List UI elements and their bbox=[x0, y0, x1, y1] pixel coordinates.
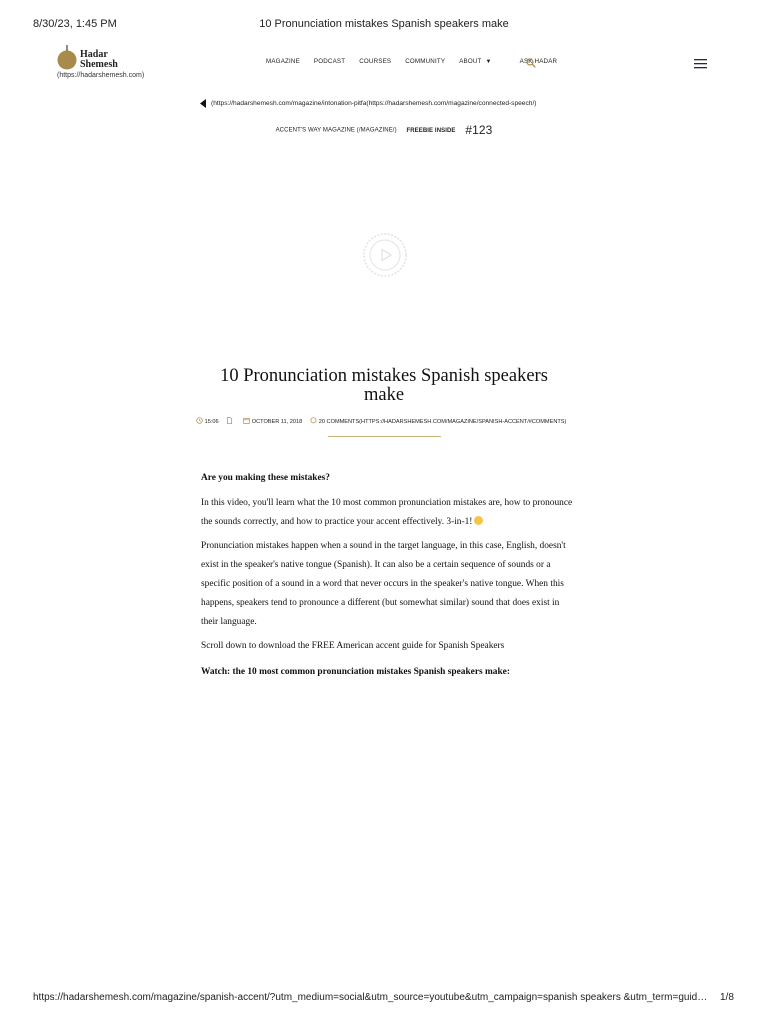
paragraph-download-cta: Scroll down to download the FREE American accent guide for Spanish Speakers bbox=[201, 641, 505, 651]
prev-next-text: (https://hadarshemesh.com/magazine/intonation-pitfa(https://hadarshemesh.com/magazine/connected-speech/) bbox=[211, 100, 537, 107]
paragraph-intro-question: Are you making these mistakes? bbox=[201, 473, 330, 483]
meta-doc bbox=[226, 419, 237, 425]
prev-next-links[interactable] bbox=[200, 99, 536, 108]
logo-text-line2: Shemesh bbox=[80, 59, 118, 70]
clock-icon bbox=[196, 417, 203, 424]
article-meta bbox=[0, 417, 768, 425]
logo-text-line1: Hadar bbox=[80, 49, 108, 60]
document-icon bbox=[226, 417, 233, 424]
print-date: 8/30/23, 1:45 PM bbox=[33, 18, 117, 30]
meta-date bbox=[243, 419, 304, 425]
print-url: https://hadarshemesh.com/magazine/spanish-accent/?utm_medium=social&utm_source=youtube&utm_campaign=spanish speakers &utm_term=guid… bbox=[33, 992, 708, 1003]
nav-item-ask-hadar[interactable]: ASK HADAR bbox=[519, 58, 558, 65]
nav-item-podcast[interactable]: PODCAST bbox=[313, 58, 346, 65]
print-title: 10 Pronunciation mistakes Spanish speakers make bbox=[259, 18, 509, 30]
nav-item-courses[interactable]: COURSES bbox=[359, 58, 392, 65]
meta-comments-text: 20 COMMENTS(HTTPS://HADARSHEMESH.COM/MAGAZINE/SPANISH-ACCENT/#COMMENTS) bbox=[318, 419, 567, 425]
paragraph-video-description bbox=[201, 494, 573, 532]
paragraph-watch-heading: Watch: the 10 most common pronunciation mistakes Spanish speakers make: bbox=[201, 667, 510, 677]
smiley-emoji-icon bbox=[474, 516, 483, 525]
title-divider bbox=[328, 436, 441, 437]
hamburger-menu-icon[interactable] bbox=[694, 58, 707, 69]
comment-icon bbox=[310, 417, 317, 424]
meta-duration bbox=[196, 419, 221, 425]
play-icon[interactable] bbox=[362, 232, 408, 278]
caret-left-icon bbox=[200, 99, 206, 108]
magazine-link[interactable]: ACCENT'S WAY MAGAZINE (/MAGAZINE/) bbox=[275, 127, 397, 134]
meta-duration-text: 15:06 bbox=[204, 419, 219, 425]
nav-item-about-label: ABOUT bbox=[459, 58, 482, 65]
nav-item-about[interactable] bbox=[459, 58, 505, 65]
nav-item-community[interactable]: COMMUNITY bbox=[405, 58, 446, 65]
search-icon[interactable] bbox=[526, 58, 536, 68]
article-title: 10 Pronunciation mistakes Spanish speakers make bbox=[220, 366, 548, 405]
meta-comments[interactable] bbox=[310, 419, 567, 425]
logo-link[interactable]: (https://hadarshemesh.com) bbox=[57, 72, 145, 79]
apple-logo-icon bbox=[57, 44, 77, 70]
nav-item-magazine[interactable]: MAGAZINE bbox=[266, 58, 300, 65]
chevron-down-icon: ▼ bbox=[485, 58, 492, 65]
magazine-line bbox=[0, 123, 768, 137]
paragraph-explanation: Pronunciation mistakes happen when a sound in the target language, in this case, English, doesn't exist in the speaker's native tongue (Spanish). It can also be a certain sequence of sounds or a specific position of a sound in a word that never occurs in the speaker's native tongue. When this happens, speakers tend to pronounce a different (but somewhat similar) sound that does exist in their language. bbox=[201, 541, 566, 627]
episode-number: #123 bbox=[465, 123, 493, 137]
paragraph-video-description-text: In this video, you'll learn what the 10 most common pronunciation mistakes are, how to pronounce the sounds correctly, and how to practice your accent effectively. 3-in-1! bbox=[201, 498, 573, 527]
freebie-badge: FREEBIE INSIDE bbox=[406, 127, 456, 134]
meta-date-text: OCTOBER 11, 2018 bbox=[251, 419, 303, 425]
calendar-icon bbox=[243, 417, 250, 424]
print-page-number: 1/8 bbox=[720, 992, 734, 1003]
